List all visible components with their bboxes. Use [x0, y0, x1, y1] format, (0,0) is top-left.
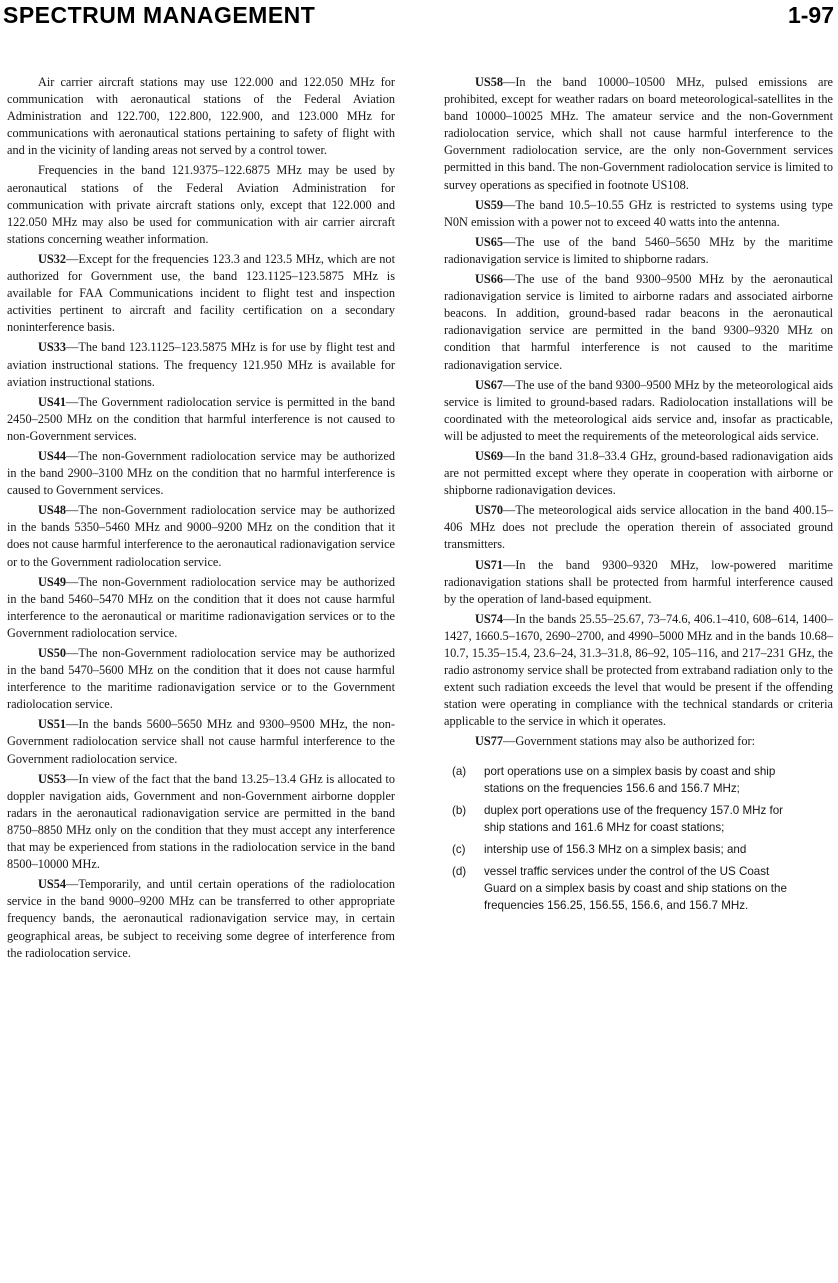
- list-item: [444, 802, 833, 836]
- left-column: [7, 74, 395, 965]
- list-item-text: intership use of 156.3 MHz on a simplex basis; and: [484, 842, 747, 856]
- footnote-us33: [7, 339, 395, 390]
- footnote-id: US77: [475, 734, 504, 749]
- list-item-label: (d): [452, 864, 467, 878]
- list-item-label: (a): [452, 764, 467, 778]
- footnote-text: —In the band 9300–9320 MHz, low-powered maritime radionavigation stations shall be protected from harmful interference caused by the operation of land-based equipment.: [444, 557, 833, 606]
- footnote-text: —Government stations may also be authorized for:: [503, 734, 756, 749]
- paragraph: [7, 74, 395, 159]
- page-header: [0, 0, 838, 30]
- footnote-text: —The non-Government radiolocation service may be authorized in the band 5470–5600 MHz on the condition that it does not cause harmful interference to the maritime radionavigation service or to the Government radiolocation service.: [7, 646, 395, 712]
- us77-item-list: [444, 763, 833, 914]
- footnote-us49: [7, 574, 395, 642]
- footnote-us71: [444, 557, 833, 608]
- footnote-id: US32: [38, 251, 67, 266]
- footnote-text: —The non-Government radiolocation service may be authorized in the band 5460–5470 MHz on the condition that it does not cause harmful interference to the aeronautical or maritime radionavigation services or to the Government radiolocation service.: [7, 574, 395, 640]
- footnote-us65: [444, 234, 833, 268]
- footnote-id: US33: [38, 340, 67, 355]
- footnote-text: Frequencies in the band 121.9375–122.6875 MHz may be used by aeronautical stations of the Federal Aviation Administration for communication with private aircraft stations only, except that 122.000 and 122.050 MHz may also be used for communication with air carrier aircraft stations concerning weather information.: [7, 163, 395, 246]
- footnote-id: US59: [475, 197, 504, 212]
- footnote-us69: [444, 448, 833, 499]
- list-item: [444, 863, 833, 914]
- footnote-text: —The use of the band 5460–5650 MHz by the maritime radionavigation service is limited to shipborne radars.: [444, 234, 833, 266]
- footnote-text: —The use of the band 9300–9500 MHz by the meteorological aids service is limited to ground-based radars. Radiolocation installations will be coordinated with the meteorological aids service and, insofar as practicable, will be adjusted to meet the requirements of the meteorological aids service.: [444, 377, 833, 443]
- footnote-id: US58: [475, 75, 504, 89]
- footnote-us51: [7, 716, 395, 767]
- footnote-us74: [444, 611, 833, 731]
- section-title: SPECTRUM MANAGEMENT: [3, 2, 316, 28]
- page-number: 1-97: [787, 2, 834, 28]
- footnote-text: —In view of the fact that the band 13.25–13.4 GHz is allocated to doppler navigation aids, Government and non-Government airborne doppler radars in the aeronautical radionavigation service are permitted in the band 8750–8850 MHz only on the condition that they must accept any interference that may be experienced from stations in the radiolocation service in the band 8500–10000 MHz.: [7, 771, 395, 872]
- paragraph: [7, 162, 395, 247]
- footnote-us58: [444, 74, 833, 194]
- list-item-label: (b): [452, 803, 467, 817]
- footnote-id: US54: [38, 877, 67, 892]
- footnote-id: US66: [475, 272, 504, 287]
- footnote-text: —In the bands 5600–5650 MHz and 9300–9500 MHz, the non-Government radiolocation service shall not cause harmful interference to the Government radiolocation service.: [7, 717, 395, 766]
- footnote-id: US41: [38, 394, 67, 409]
- footnote-text: —Temporarily, and until certain operations of the radiolocation service in the band 9000–9200 MHz can be transferred to other appropriate frequency bands, the aeronautical radionavigation service may, in certain geographical areas, be subject to receiving some degree of interference from the radiolocation service.: [7, 877, 395, 960]
- footnote-id: US50: [38, 646, 67, 660]
- footnote-id: US71: [475, 557, 504, 572]
- footnote-us67: [444, 377, 833, 445]
- footnote-us41: [7, 394, 395, 445]
- list-item-label: (c): [452, 842, 466, 856]
- footnote-us59: [444, 197, 833, 231]
- footnote-id: US51: [38, 717, 67, 732]
- footnote-id: US49: [38, 574, 67, 589]
- footnote-us66: [444, 271, 833, 374]
- list-item-text: port operations use on a simplex basis by coast and ship stations on the frequencies 156.6 and 156.7 MHz;: [484, 764, 776, 795]
- footnote-id: US53: [38, 771, 67, 786]
- footnote-text: —The non-Government radiolocation service may be authorized in the bands 5350–5460 MHz and 9000–9200 MHz on the condition that it does not cause harmful interference to the aeronautical radionavigation service or to the Government radiolocation service.: [7, 503, 395, 569]
- footnote-id: US69: [475, 448, 504, 463]
- footnote-us32: [7, 251, 395, 336]
- footnote-text: —In the bands 25.55–25.67, 73–74.6, 406.1–410, 608–614, 1400–1427, 1660.5–1670, 2690–2700, and 4990–5000 MHz and in the bands 10.68–10.7, 15.35–15.4, 23.6–24, 31.3–31.8, 86–92, 105–116, and 217–231 GHz, the radio astronomy service shall be protected from extraband radiation only to the extent such radiation exceeds the level that would be present if the offending station were operating in compliance with the technical standards or criteria applicable to the service in which it operates.: [444, 611, 833, 729]
- list-item-text: vessel traffic services under the control of the US Coast Guard on a simplex basis by coast and ship stations on the frequencies 156.25, 156.55, 156.6, and 156.7 MHz.: [484, 864, 787, 912]
- footnote-us44: [7, 448, 395, 499]
- footnote-text: —The band 10.5–10.55 GHz is restricted to systems using type N0N emission with a power not to exceed 40 watts into the antenna.: [444, 197, 833, 229]
- footnote-id: US70: [475, 503, 504, 518]
- right-notes: [444, 74, 833, 751]
- list-item: [444, 763, 833, 797]
- footnote-us53: [7, 771, 395, 874]
- footnote-us50: [7, 645, 395, 713]
- list-item: [444, 841, 833, 858]
- footnote-us48: [7, 502, 395, 570]
- footnote-us54: [7, 876, 395, 961]
- footnote-us70: [444, 502, 833, 553]
- footnote-id: US44: [38, 448, 67, 463]
- footnote-text: —Except for the frequencies 123.3 and 123.5 MHz, which are not authorized for Government use, the band 123.1125–123.5875 MHz is available for FAA Communications incident to flight test and inspection activities pertinent to aircraft and facility certification on a secondary noninterference basis.: [7, 251, 395, 335]
- footnote-text: —In the band 31.8–33.4 GHz, ground-based radionavigation aids are not permitted except where they operate in cooperation with airborne or shipborne radionavigation devices.: [444, 448, 833, 498]
- right-column: [444, 74, 833, 919]
- footnote-text: —The non-Government radiolocation service may be authorized in the band 2900–3100 MHz on the condition that no harmful interference is caused to Government services.: [7, 448, 395, 498]
- footnote-us77: [444, 733, 833, 750]
- list-item-text: duplex port operations use of the frequency 157.0 MHz for ship stations and 161.6 MHz for coast stations;: [484, 803, 784, 834]
- footnote-text: —The use of the band 9300–9500 MHz by the aeronautical radionavigation service is limited to airborne radars and associated airborne beacons. In addition, ground-based radar beacons in the aeronautical radionavigation service are permitted in the band 9300–9320 MHz on condition that harmful interference is not caused to the maritime radionavigation service.: [444, 272, 833, 372]
- footnote-text: —The band 123.1125–123.5875 MHz is for use by flight test and aviation instructional stations. The frequency 121.950 MHz is available for aviation instructional stations.: [7, 340, 395, 389]
- footnote-text: —The Government radiolocation service is permitted in the band 2450–2500 MHz on the condition that harmful interference is not caused to non-Government services.: [7, 394, 395, 443]
- footnote-id: US67: [475, 377, 504, 392]
- footnote-id: US74: [475, 611, 504, 626]
- footnote-text: Air carrier aircraft stations may use 122.000 and 122.050 MHz for communication with aeronautical stations of the Federal Aviation Administration and 122.700, 122.800, 122.900, and 123.000 MHz for communications with aeronautical stations pertaining to safety of flight with and in the vicinity of landing areas not served by a control tower.: [7, 75, 395, 158]
- footnote-text: —The meteorological aids service allocation in the band 400.15–406 MHz does not preclude the operation therein of associated ground transmitters.: [444, 503, 833, 552]
- footnote-id: US48: [38, 503, 67, 518]
- footnote-text: —In the band 10000–10500 MHz, pulsed emissions are prohibited, except for weather radars on board meteorological-satellites in the band 10000–10025 MHz. The amateur service and the non-Government radiolocation service, which shall not cause harmful interference to the Government radiolocation service, are the only non-Government services permitted in this band. The non-Government radiolocation service is limited to survey operations as specified in footnote US108.: [444, 75, 833, 192]
- footnote-id: US65: [475, 234, 504, 249]
